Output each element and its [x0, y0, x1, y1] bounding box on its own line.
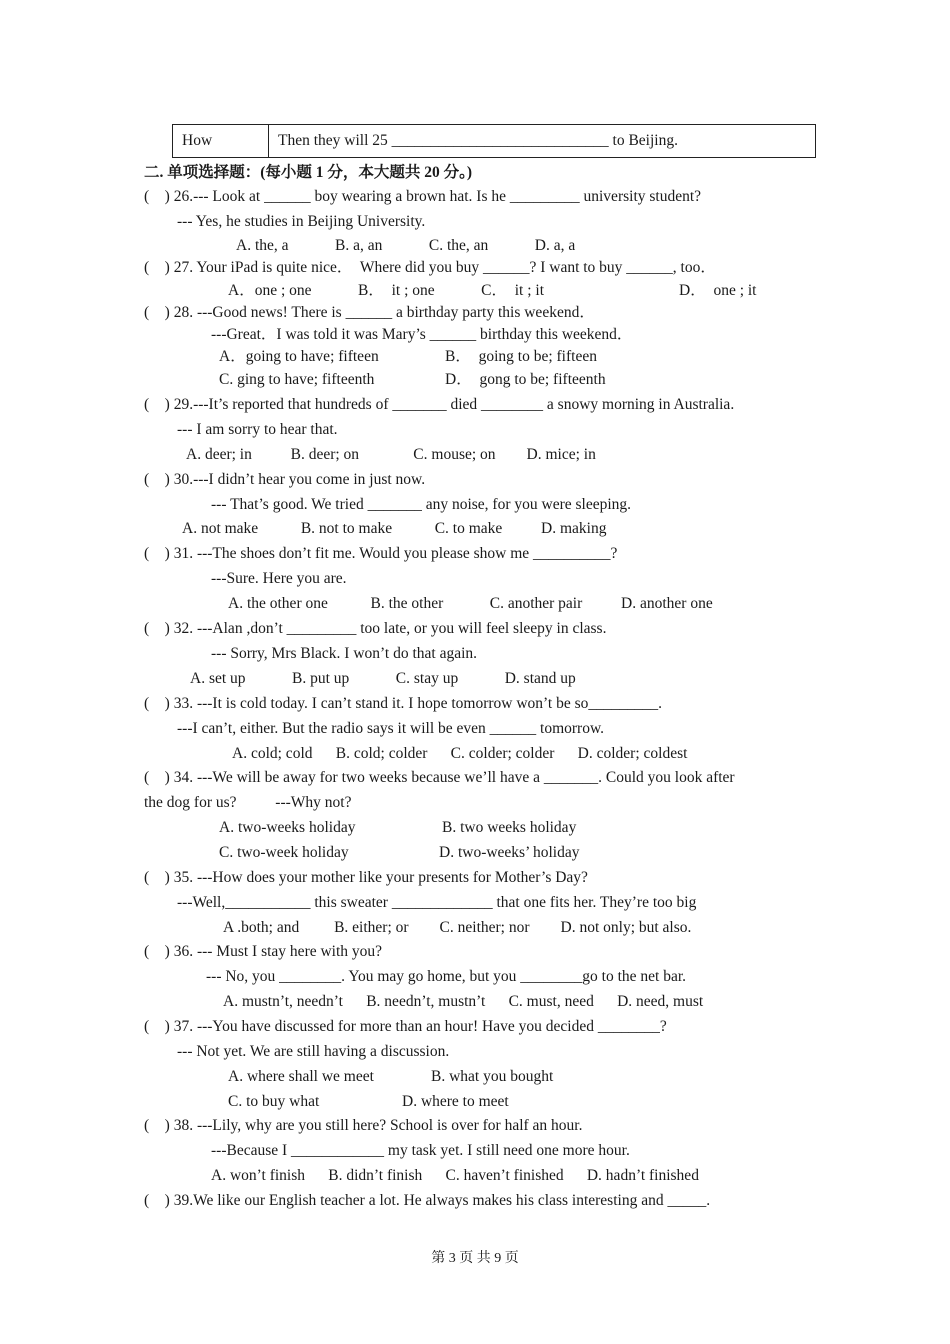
question-28: ( ) 28. ---Good news! There is ______ a birthday party this weekend． — [144, 304, 595, 321]
table-cell-how: How — [173, 125, 269, 158]
q35-options: A .both; and B. either; or C. neither; nor D. not only; but also. — [223, 919, 692, 936]
question-31: ( ) 31. ---The shoes don’t fit me. Would you please show me __________? — [144, 545, 618, 562]
q37-option-a: A. where shall we meet — [228, 1068, 374, 1085]
question-33: ( ) 33. ---It is cold today. I can’t stand it. I hope tomorrow won’t be so_________. — [144, 695, 663, 712]
question-34: ( ) 34. ---We will be away for two weeks because we’ll have a _______. Could you look after — [144, 769, 735, 786]
q30-options: A. not make B. not to make C. to make D. making — [182, 520, 607, 537]
q32-response: --- Sorry, Mrs Black. I won’t do that again. — [211, 645, 478, 662]
table-cell-sentence: Then they will 25 ____________________________ to Beijing. — [269, 125, 816, 158]
q34-option-c: C. two-week holiday — [219, 844, 349, 861]
q30-response: --- That’s good. We tried _______ any noise, for you were sleeping. — [211, 496, 632, 513]
question-38: ( ) 38. ---Lily, why are you still here? School is over for half an hour. — [144, 1117, 583, 1134]
q28-option-c: C. ging to have; fifteenth — [219, 371, 375, 388]
q29-options: A. deer; in B. deer; on C. mouse; on D. mice; in — [186, 446, 596, 463]
q33-options: A. cold; cold B. cold; colder C. colder; colder D. colder; coldest — [232, 745, 688, 762]
q37-option-c: C. to buy what — [228, 1093, 320, 1110]
q36-options: A. mustn’t, needn’t B. needn’t, mustn’t C. must, need D. need, must — [223, 993, 704, 1010]
answer-table — [172, 124, 816, 158]
q31-response: ---Sure. Here you are. — [211, 570, 347, 587]
q31-options: A. the other one B. the other C. another pair D. another one — [228, 595, 713, 612]
q33-response: ---I can’t, either. But the radio says it will be even ______ tomorrow. — [177, 720, 605, 737]
question-32: ( ) 32. ---Alan ,don’t _________ too late, or you will feel sleepy in class. — [144, 620, 607, 637]
q34-option-d: D. two-weeks’ holiday — [439, 844, 580, 861]
q26-options: A. the, a B. a, an C. the, an D. a, a — [236, 237, 576, 254]
table-row — [173, 125, 816, 158]
q34-option-b: B. two weeks holiday — [442, 819, 577, 836]
q37-response: --- Not yet. We are still having a discussion. — [177, 1043, 450, 1060]
q38-response: ---Because I ____________ my task yet. I still need one more hour. — [211, 1142, 630, 1159]
q28-option-a: A．going to have; fifteen — [219, 348, 379, 365]
section-title: 二. 单项选择题：(每小题 1 分，本大题共 20 分。) — [144, 164, 473, 181]
page-footer: 第 3 页 共 9 页 — [431, 1251, 519, 1266]
question-35: ( ) 35. ---How does your mother like your presents for Mother’s Day? — [144, 869, 588, 886]
q29-response: --- I am sorry to hear that. — [177, 421, 338, 438]
q37-option-d: D. where to meet — [402, 1093, 509, 1110]
q28-option-d: D． gong to be; fifteenth — [445, 371, 606, 388]
question-27: ( ) 27. Your iPad is quite nice． Where did you buy ______? I want to buy ______, too． — [144, 259, 716, 276]
q37-option-b: B. what you bought — [431, 1068, 554, 1085]
question-37: ( ) 37. ---You have discussed for more than an hour! Have you decided ________? — [144, 1018, 667, 1035]
question-36: ( ) 36. --- Must I stay here with you? — [144, 943, 383, 960]
q34-continuation: the dog for us? ---Why not? — [144, 794, 352, 811]
question-30: ( ) 30.---I didn’t hear you come in just now. — [144, 471, 426, 488]
question-39: ( ) 39.We like our English teacher a lot. He always makes his class interesting and _____. — [144, 1192, 711, 1209]
q26-response: --- Yes, he studies in Beijing University. — [177, 213, 426, 230]
q32-options: A. set up B. put up C. stay up D. stand up — [190, 670, 576, 687]
q27-options: A．one ; one B． it ; one C． it ; it — [228, 282, 545, 299]
q34-option-a: A. two-weeks holiday — [219, 819, 356, 836]
q28-option-b: B． going to be; fifteen — [445, 348, 597, 365]
q38-options: A. won’t finish B. didn’t finish C. haven’t finished D. hadn’t finished — [211, 1167, 699, 1184]
question-29: ( ) 29.---It’s reported that hundreds of _______ died ________ a snowy morning in Australia. — [144, 396, 735, 413]
q36-response: --- No, you ________. You may go home, but you ________go to the net bar. — [206, 968, 687, 985]
q27-option-d: D． one ; it — [679, 282, 757, 299]
q28-response: ---Great．I was told it was Mary’s ______ birthday this weekend． — [211, 326, 633, 343]
question-26: ( ) 26.--- Look at ______ boy wearing a brown hat. Is he _________ university student? — [144, 188, 702, 205]
q35-response: ---Well,___________ this sweater _____________ that one fits her. They’re too big — [177, 894, 697, 911]
